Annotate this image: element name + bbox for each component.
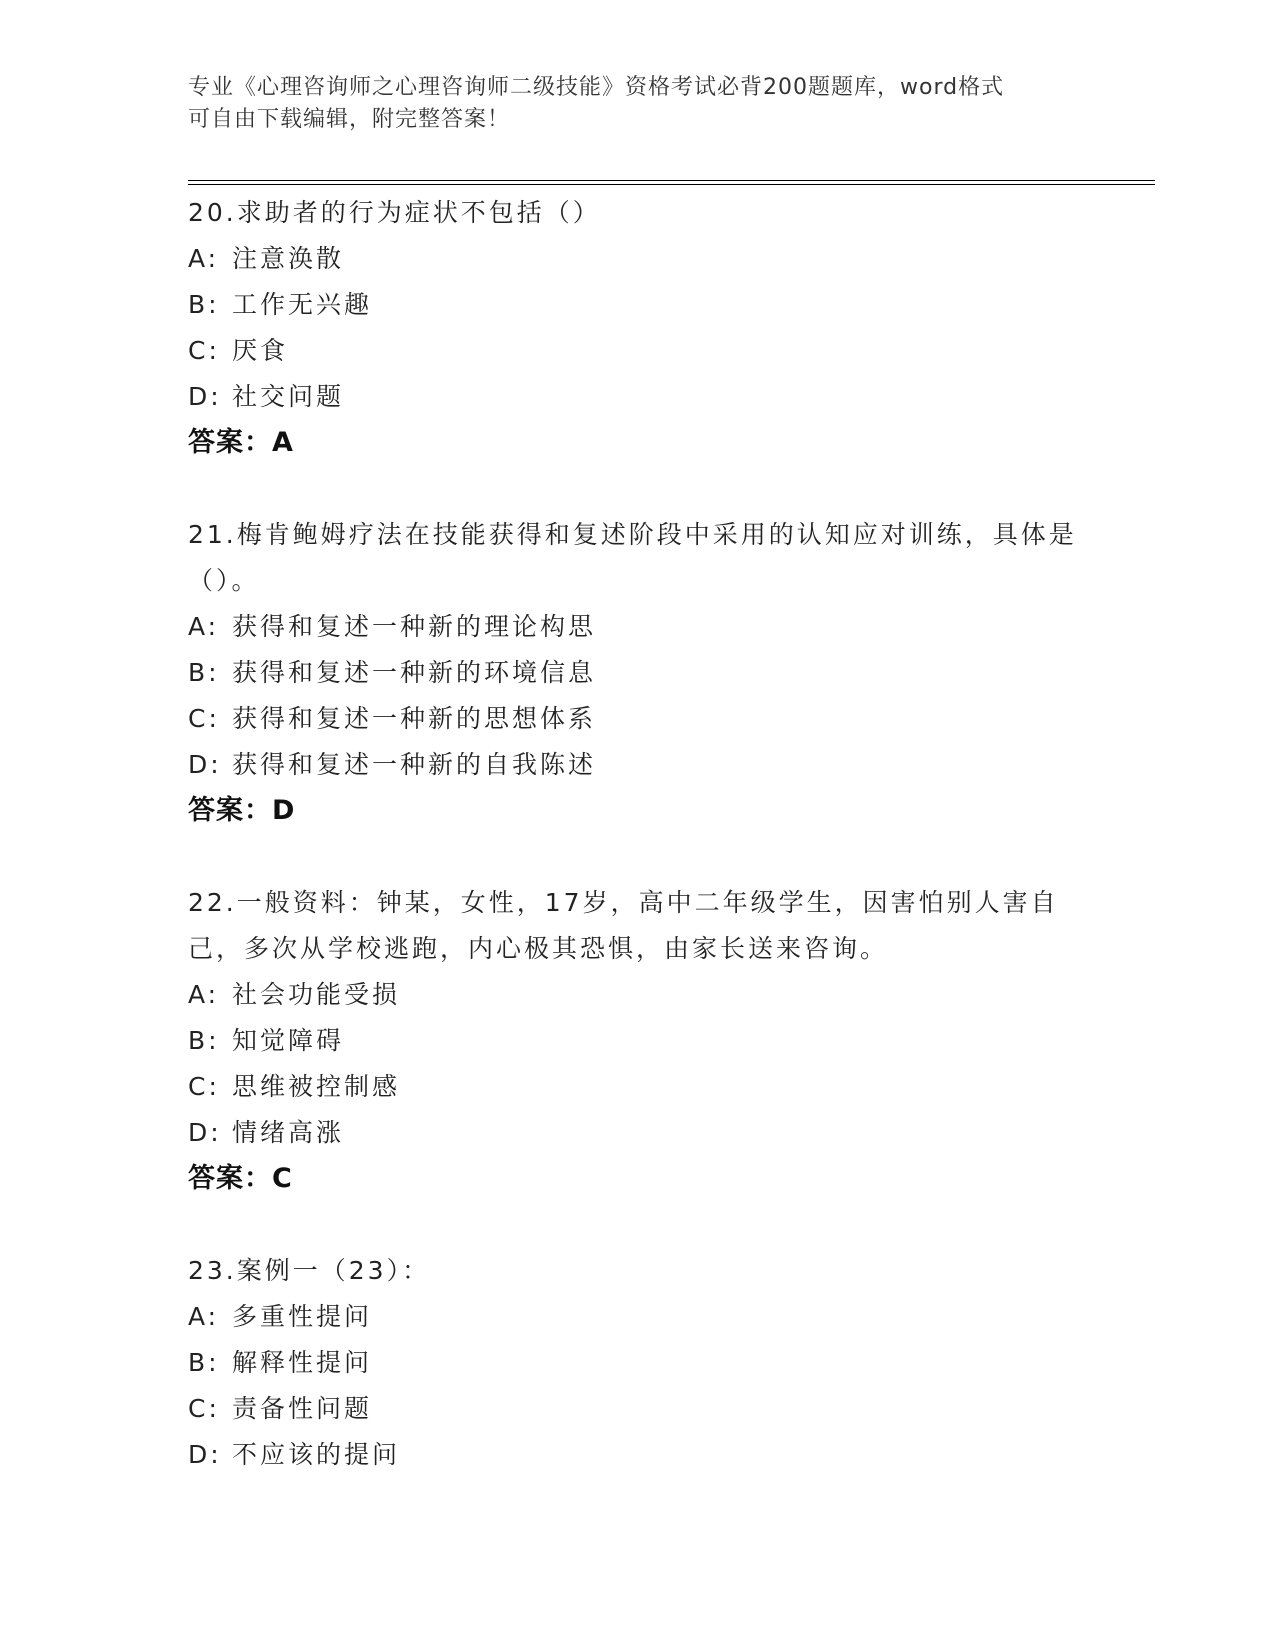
spacer	[188, 834, 1108, 880]
spacer	[188, 466, 1108, 512]
option-letter: C:	[188, 704, 220, 733]
option-d	[188, 1432, 1108, 1478]
option-a	[188, 1294, 1108, 1340]
option-letter: A:	[188, 244, 220, 273]
option-b	[188, 1018, 1108, 1064]
option-letter: D:	[188, 1118, 222, 1147]
answer: 答案：A	[188, 427, 294, 458]
option-text: 不应该的提问	[232, 1440, 401, 1469]
answer: 答案：C	[188, 1163, 293, 1194]
option-text: 思维被控制感	[232, 1072, 401, 1101]
question-stem: 23.案例一（23）：	[188, 1256, 431, 1285]
option-letter: B:	[188, 658, 220, 687]
option-letter: D:	[188, 382, 222, 411]
header-line-1: 专业《心理咨询师之心理咨询师二级技能》资格考试必背200题题库，word格式	[188, 75, 1005, 100]
option-d	[188, 374, 1108, 420]
option-a	[188, 236, 1108, 282]
header-divider-bottom	[188, 184, 1155, 185]
question-23	[188, 1248, 1108, 1478]
option-c	[188, 696, 1108, 742]
option-text: 社交问题	[232, 382, 345, 411]
option-a	[188, 604, 1108, 650]
option-b	[188, 282, 1108, 328]
question-stem: 22.一般资料：钟某，女性，17岁，高中二年级学生，因害怕别人害自己，多次从学校逃跑，内心极其恐惧，由家长送来咨询。	[188, 888, 1059, 963]
option-text: 获得和复述一种新的环境信息	[232, 658, 597, 687]
option-letter: B:	[188, 1026, 220, 1055]
option-b	[188, 650, 1108, 696]
question-20	[188, 190, 1108, 466]
option-letter: D:	[188, 1440, 222, 1469]
header-line-2: 可自由下载编辑，附完整答案！	[188, 107, 511, 132]
header-divider-top	[188, 180, 1155, 181]
question-22	[188, 880, 1108, 1202]
option-text: 获得和复述一种新的理论构思	[232, 612, 597, 641]
answer: 答案：D	[188, 795, 296, 826]
option-letter: D:	[188, 750, 222, 779]
option-letter: A:	[188, 980, 220, 1009]
option-letter: B:	[188, 1348, 220, 1377]
option-text: 厌食	[232, 336, 289, 365]
option-c	[188, 1064, 1108, 1110]
option-letter: C:	[188, 1072, 220, 1101]
question-21	[188, 512, 1108, 834]
option-text: 责备性问题	[232, 1394, 373, 1423]
option-text: 解释性提问	[232, 1348, 373, 1377]
option-c	[188, 328, 1108, 374]
option-text: 情绪高涨	[232, 1118, 345, 1147]
option-b	[188, 1340, 1108, 1386]
document-header	[188, 72, 1088, 136]
option-letter: A:	[188, 1302, 220, 1331]
question-list	[188, 190, 1108, 1478]
question-stem: 20.求助者的行为症状不包括（）	[188, 198, 601, 227]
option-c	[188, 1386, 1108, 1432]
option-a	[188, 972, 1108, 1018]
option-letter: C:	[188, 1394, 220, 1423]
option-d	[188, 742, 1108, 788]
option-text: 获得和复述一种新的自我陈述	[232, 750, 597, 779]
option-text: 注意涣散	[232, 244, 345, 273]
option-text: 多重性提问	[232, 1302, 373, 1331]
option-text: 工作无兴趣	[232, 290, 373, 319]
option-d	[188, 1110, 1108, 1156]
option-letter: C:	[188, 336, 220, 365]
spacer	[188, 1202, 1108, 1248]
option-text: 知觉障碍	[232, 1026, 345, 1055]
option-letter: A:	[188, 612, 220, 641]
option-text: 社会功能受损	[232, 980, 401, 1009]
option-letter: B:	[188, 290, 220, 319]
option-text: 获得和复述一种新的思想体系	[232, 704, 597, 733]
question-stem: 21.梅肯鲍姆疗法在技能获得和复述阶段中采用的认知应对训练，具体是（）。	[188, 520, 1077, 595]
